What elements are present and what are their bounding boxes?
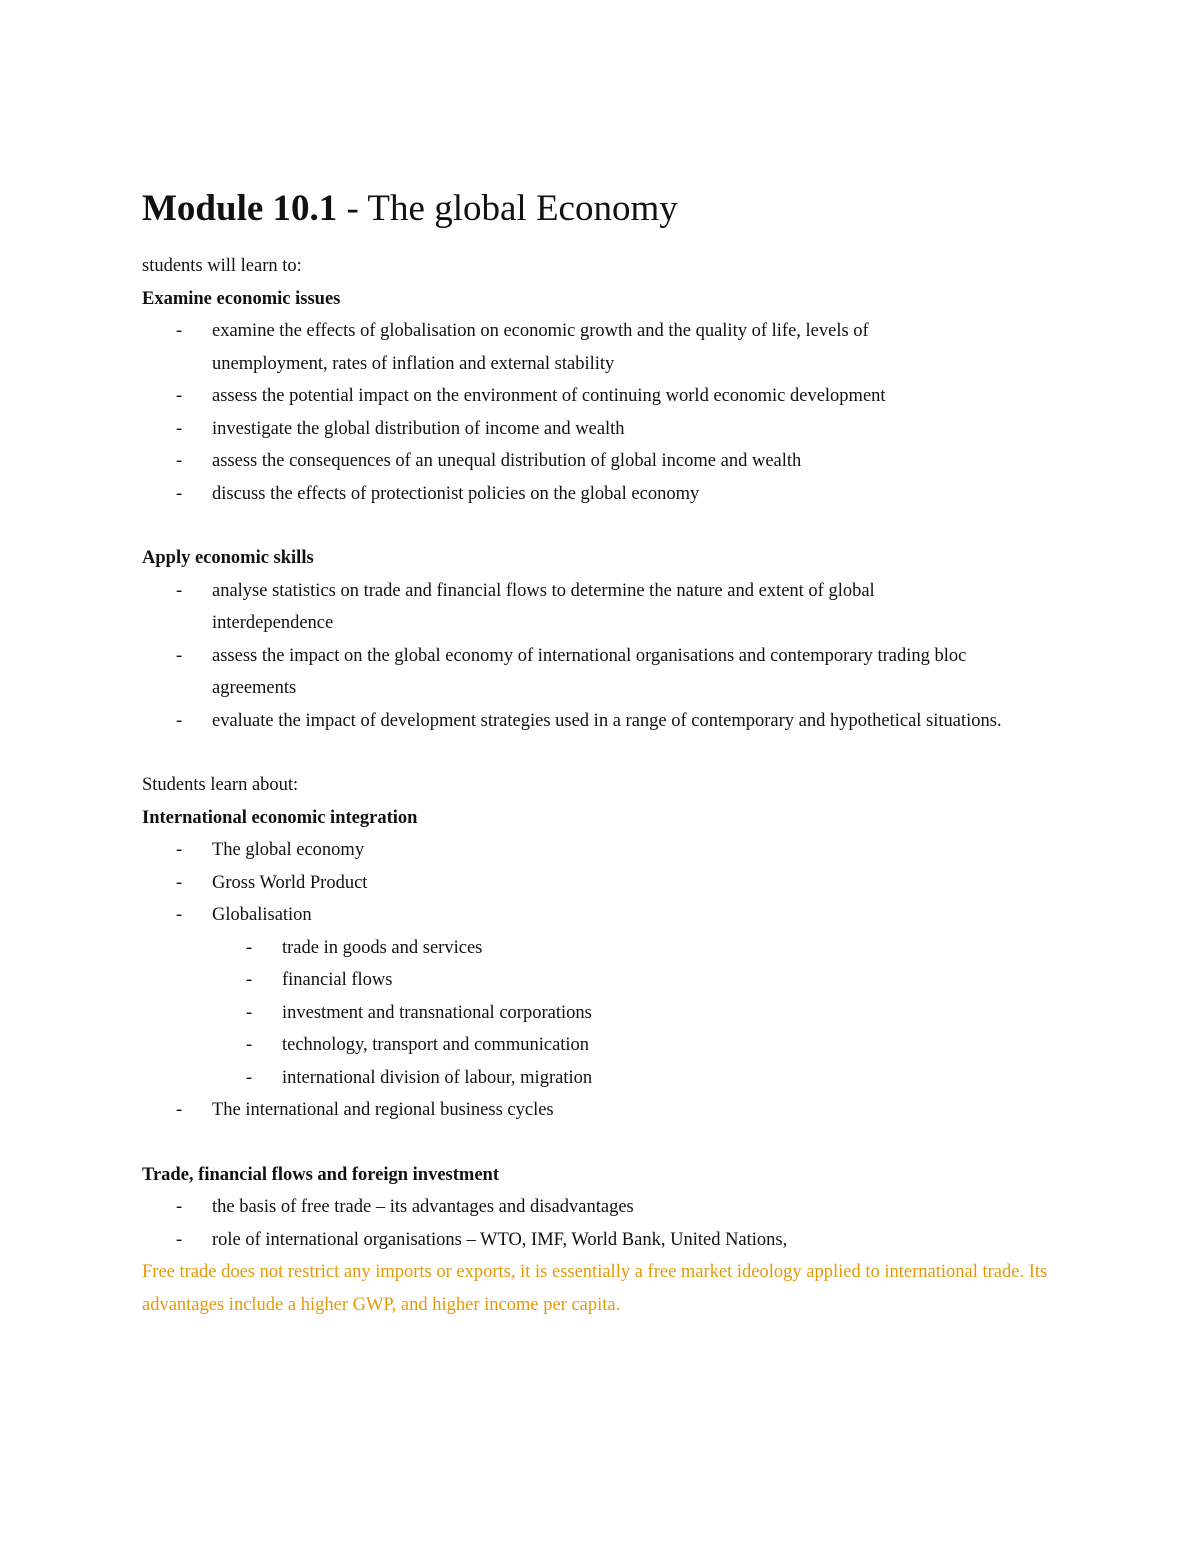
section1-heading: Examine economic issues [142, 288, 341, 309]
list-item: - assess the potential impact on the environment of continuing world economic development [142, 380, 1072, 413]
section3-list [142, 834, 1072, 1127]
list-item: - Gross World Product [142, 867, 1072, 900]
sub-list-item: - international division of labour, migration [212, 1062, 1072, 1095]
sub-list-item: - technology, transport and communication [212, 1029, 1072, 1062]
section3-heading: International economic integration [142, 807, 418, 828]
title-topic: - The global Economy [337, 188, 678, 229]
highlighted-note: Free trade does not restrict any imports or exports, it is essentially a free market ideology applied to international trade. Its advantages include a higher GWP, and higher income per capita. [142, 1262, 1048, 1315]
list-item: - The international and regional business cycles [142, 1094, 1072, 1127]
list-item: - analyse statistics on trade and financial flows to determine the nature and extent of global interdependence [142, 575, 952, 640]
section1-intro: students will learn to: [142, 256, 302, 276]
page-title [142, 186, 1072, 232]
list-item [142, 899, 1072, 1094]
sub-list-item: - investment and transnational corporations [212, 997, 1072, 1030]
list-item: - assess the impact on the global economy of international organisations and contemporary trading bloc agreements [142, 640, 1052, 705]
sub-list-item: - trade in goods and services [212, 932, 1072, 965]
section4-heading: Trade, financial flows and foreign investment [142, 1164, 499, 1185]
list-item-label: Globalisation [212, 905, 312, 925]
section1-list [142, 315, 1072, 510]
section4-list [142, 1191, 1072, 1256]
list-item: - examine the effects of globalisation on economic growth and the quality of life, levels of unemployment, rates of inflation and external stability [142, 315, 932, 380]
section2-list [142, 575, 1072, 738]
list-item: - investigate the global distribution of income and wealth [142, 413, 1072, 446]
section2-heading: Apply economic skills [142, 548, 314, 568]
list-item: - role of international organisations – WTO, IMF, World Bank, United Nations, [142, 1224, 1072, 1257]
list-item: - the basis of free trade – its advantages and disadvantages [142, 1191, 1072, 1224]
globalisation-sublist [212, 932, 1072, 1095]
list-item: - discuss the effects of protectionist policies on the global economy [142, 478, 1072, 511]
document-page [142, 186, 1072, 1321]
title-module-number: Module 10.1 [142, 188, 338, 229]
sub-list-item: - financial flows [212, 964, 1072, 997]
list-item: - evaluate the impact of development strategies used in a range of contemporary and hypothetical situations. [142, 705, 1002, 738]
list-item: - assess the consequences of an unequal distribution of global income and wealth [142, 445, 1072, 478]
list-item: - The global economy [142, 834, 1072, 867]
section3-intro: Students learn about: [142, 775, 299, 795]
